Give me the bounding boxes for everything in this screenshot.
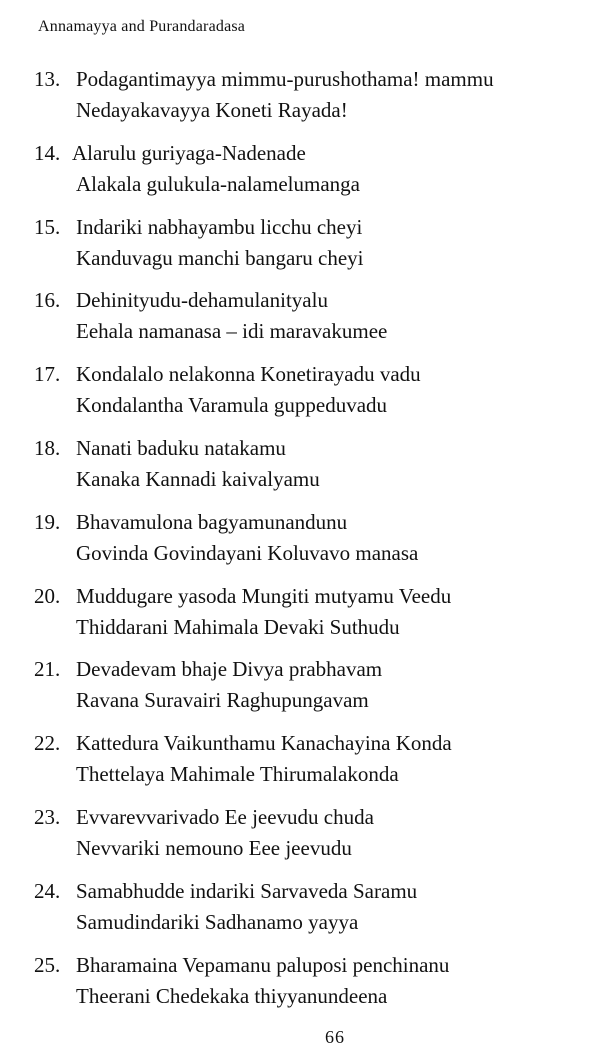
verse-19 bbox=[0, 507, 600, 581]
running-header: Annamayya and Purandaradasa bbox=[38, 18, 246, 35]
verse-line-1: Kondalalo nelakonna Konetirayadu vadu bbox=[76, 362, 421, 387]
verse-16 bbox=[0, 285, 600, 359]
verse-line-2: Eehala namanasa – idi maravakumee bbox=[76, 319, 388, 344]
verse-line-2: Kanduvagu manchi bangaru cheyi bbox=[76, 245, 364, 270]
verse-22 bbox=[0, 728, 600, 802]
verse-number: 24. bbox=[34, 878, 61, 903]
verse-25 bbox=[0, 950, 600, 1024]
verse-line-2: Thettelaya Mahimale Thirumalakonda bbox=[76, 762, 399, 787]
verse-line-1: Devadevam bhaje Divya prabhavam bbox=[76, 657, 383, 682]
verse-line-1: Bharamaina Vepamanu paluposi penchinanu bbox=[76, 952, 450, 977]
verse-number: 16. bbox=[34, 288, 61, 313]
verse-line-1: Kattedura Vaikunthamu Kanachayina Konda bbox=[76, 731, 452, 756]
verse-20 bbox=[0, 581, 600, 655]
verse-line-1: Evvarevvarivado Ee jeevudu chuda bbox=[76, 804, 374, 829]
verse-line-1: Samabhudde indariki Sarvaveda Saramu bbox=[76, 878, 418, 903]
verse-number: 15. bbox=[34, 214, 61, 239]
verse-number: 25. bbox=[34, 952, 61, 977]
verse-18 bbox=[0, 433, 600, 507]
verse-line-2: Kanaka Kannadi kaivalyamu bbox=[76, 466, 320, 491]
verse-21 bbox=[0, 654, 600, 728]
page-number: 66 bbox=[325, 1027, 345, 1047]
verse-line-1: Alarulu guriyaga-Nadenade bbox=[72, 140, 306, 165]
verse-15 bbox=[0, 212, 600, 286]
verse-line-2: Govinda Govindayani Koluvavo manasa bbox=[76, 540, 419, 565]
verse-line-1: Indariki nabhayambu licchu cheyi bbox=[76, 214, 363, 239]
verse-line-2: Theerani Chedekaka thiyyanundeena bbox=[76, 983, 388, 1008]
verse-24 bbox=[0, 876, 600, 950]
verse-number: 23. bbox=[34, 804, 61, 829]
verse-line-2: Ravana Suravairi Raghupungavam bbox=[76, 688, 369, 713]
verse-line-1: Bhavamulona bagyamunandunu bbox=[76, 509, 348, 534]
verse-number: 13. bbox=[34, 67, 61, 91]
verse-line-2: Nedayakavayya Koneti Rayada! bbox=[76, 98, 348, 122]
verse-13 bbox=[0, 64, 600, 138]
verse-number: 22. bbox=[34, 731, 61, 756]
verse-14 bbox=[0, 138, 600, 212]
verse-list bbox=[0, 64, 600, 1023]
verse-line-2: Alakala gulukula-nalamelumanga bbox=[76, 171, 360, 196]
verse-line-2: Nevvariki nemouno Eee jeevudu bbox=[76, 835, 352, 860]
verse-number: 21. bbox=[34, 657, 61, 682]
verse-23 bbox=[0, 802, 600, 876]
verse-line-2: Samudindariki Sadhanamo yayya bbox=[76, 909, 359, 934]
verse-line-1: Nanati baduku natakamu bbox=[76, 435, 286, 460]
verse-number: 17. bbox=[34, 362, 61, 387]
verse-line-1: Podagantimayya mimmu-purushothama! mammu bbox=[76, 67, 494, 91]
verse-line-2: Thiddarani Mahimala Devaki Suthudu bbox=[76, 614, 400, 639]
verse-line-1: Muddugare yasoda Mungiti mutyamu Veedu bbox=[76, 583, 452, 608]
verse-number: 20. bbox=[34, 583, 61, 608]
verse-number: 14. bbox=[34, 140, 61, 165]
verse-number: 19. bbox=[34, 509, 61, 534]
verse-17 bbox=[0, 359, 600, 433]
verse-line-2: Kondalantha Varamula guppeduvadu bbox=[76, 393, 388, 418]
verse-line-1: Dehinityudu-dehamulanityalu bbox=[76, 288, 328, 313]
verse-number: 18. bbox=[34, 435, 61, 460]
